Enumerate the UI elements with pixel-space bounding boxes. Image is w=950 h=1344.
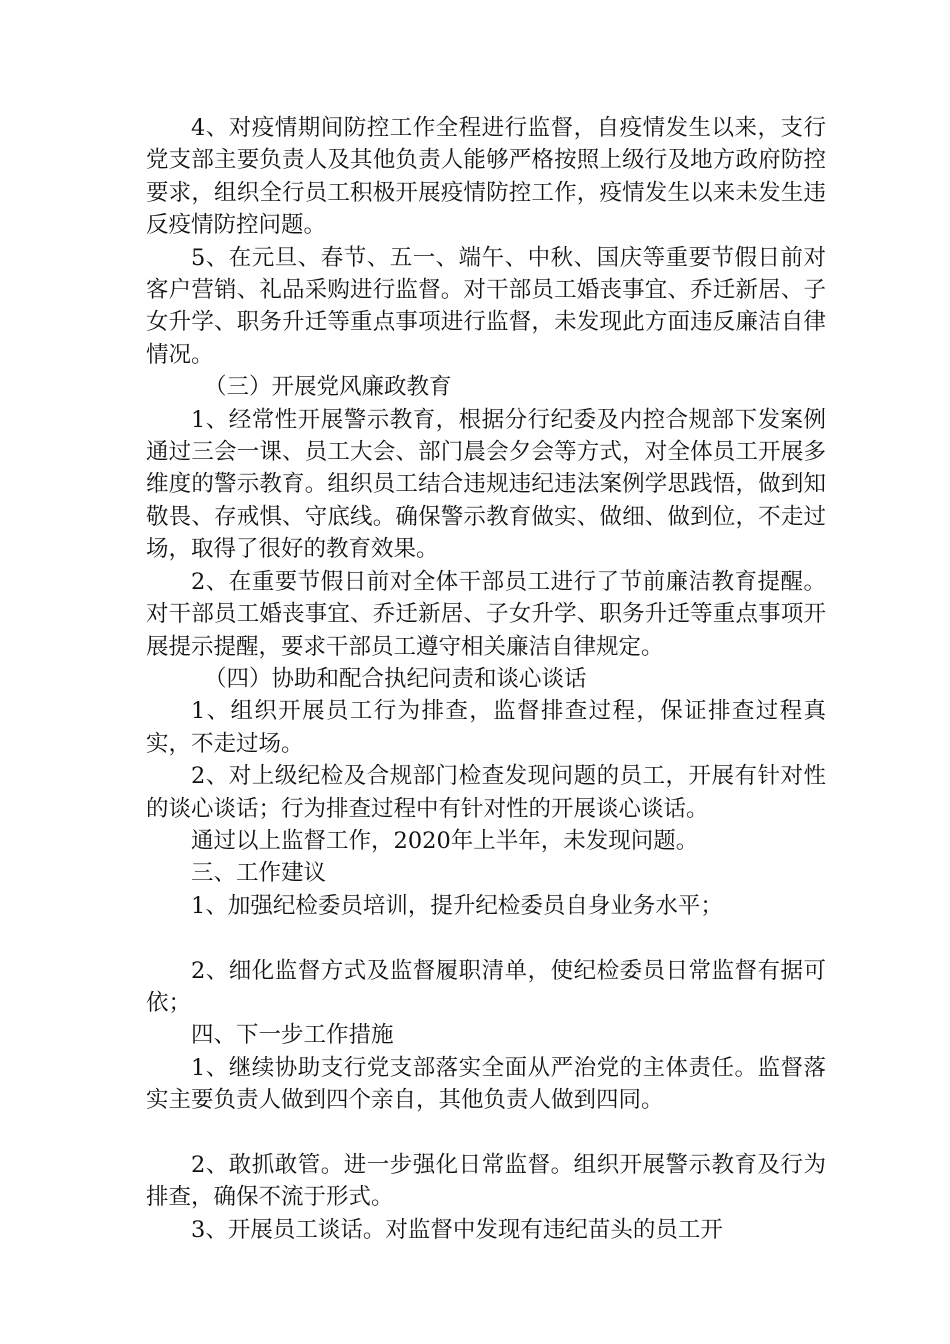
paragraph-behavior-check: 1、组织开展员工行为排查，监督排查过程，保证排查过程真实，不走过场。 xyxy=(146,698,826,757)
paragraph-suggestion-1: 1、加强纪检委员培训，提升纪检委员自身业务水平； xyxy=(191,892,723,919)
blank-line xyxy=(146,1117,826,1149)
paragraph-next-step-3: 3、开展员工谈话。对监督中发现有违纪苗头的员工开 xyxy=(191,1216,723,1243)
section-heading-suggestions: 三、工作建议 xyxy=(191,860,327,887)
paragraph-warning-education: 1、经常性开展警示教育，根据分行纪委及内控合规部下发案例通过三会一课、员工大会、部门晨会夕会等方式，对全体员工开展多维度的警示教育。组织员工结合违规违纪违法案例学思践悟，做到知敬畏、存戒惧、守底线。确保警示教育做实、做细、做到位，不走过场，取得了很好的教育效果。 xyxy=(146,406,826,563)
document-body xyxy=(146,112,826,1246)
paragraph-conclusion: 通过以上监督工作，2020年上半年，未发现问题。 xyxy=(191,827,699,854)
paragraph-heart-talks: 2、对上级纪检及合规部门检查发现问题的员工，开展有针对性的谈心谈话；行为排查过程中有针对性的开展谈心谈话。 xyxy=(146,763,826,822)
section-heading-accountability: （四）协助和配合执纪问责和谈心谈话 xyxy=(204,665,587,692)
blank-line xyxy=(146,922,826,954)
section-heading-next-steps: 四、下一步工作措施 xyxy=(191,1022,394,1049)
paragraph-next-step-1: 1、继续协助支行党支部落实全面从严治党的主体责任。监督落实主要负责人做到四个亲自，其他负责人做到四同。 xyxy=(146,1054,826,1114)
paragraph-holiday-reminder: 2、在重要节假日前对全体干部员工进行了节前廉洁教育提醒。对干部员工婚丧事宜、乔迁新居、子女升学、职务升迁等重点事项开展提示提醒，要求干部员工遵守相关廉洁自律规定。 xyxy=(146,568,826,660)
paragraph-holiday-supervision: 5、在元旦、春节、五一、端午、中秋、国庆等重要节假日前对客户营销、礼品采购进行监督。对干部员工婚丧事宜、乔迁新居、子女升学、职务升迁等重点事项进行监督，未发现此方面违反廉洁自律情况。 xyxy=(146,244,826,368)
paragraph-epidemic-supervision: 4、对疫情期间防控工作全程进行监督，自疫情发生以来，支行党支部主要负责人及其他负责人能够严格按照上级行及地方政府防控要求，组织全行员工积极开展疫情防控工作，疫情发生以来未发生违反疫情防控问题。 xyxy=(146,115,826,239)
paragraph-next-step-2: 2、敢抓敢管。进一步强化日常监督。组织开展警示教育及行为排查，确保不流于形式。 xyxy=(146,1151,826,1211)
section-heading-education: （三）开展党风廉政教育 xyxy=(204,374,452,401)
paragraph-suggestion-2: 2、细化监督方式及监督履职清单，使纪检委员日常监督有据可依； xyxy=(146,957,826,1016)
